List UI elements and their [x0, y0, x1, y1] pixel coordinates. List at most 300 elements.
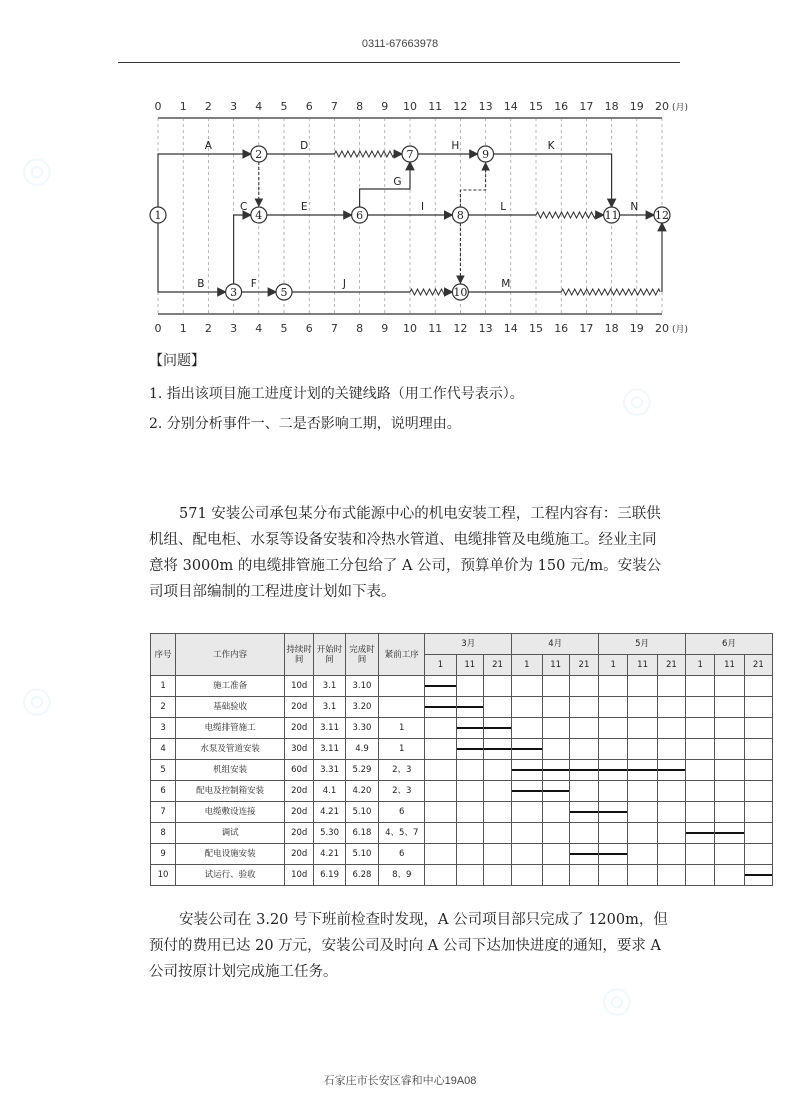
axis-tick-label: 9 — [381, 322, 389, 335]
gantt-cell — [744, 739, 772, 760]
gantt-cell — [744, 865, 772, 886]
activity-label: N — [630, 201, 639, 213]
cell-pred: 8、9 — [379, 865, 425, 886]
cell-duration: 10d — [285, 676, 314, 697]
gantt-cell — [569, 865, 598, 886]
gantt-bar — [457, 748, 483, 750]
axis-tick-label: 13 — [478, 100, 493, 113]
gantt-cell — [599, 676, 628, 697]
activity-label: H — [451, 140, 460, 152]
footer-address: 石家庄市长安区睿和中心19A08 — [323, 1075, 477, 1087]
network-node-label: 7 — [406, 148, 414, 161]
watermark: ◎ — [11, 674, 61, 727]
gantt-bar — [570, 811, 598, 813]
axis-tick-label: 15 — [529, 100, 543, 113]
gantt-cell — [569, 823, 598, 844]
gantt-cell — [686, 718, 715, 739]
gantt-cell — [628, 781, 657, 802]
gantt-cell — [425, 781, 456, 802]
gantt-cell — [512, 802, 542, 823]
axis-tick-label: 19 — [629, 100, 644, 113]
gantt-cell — [512, 739, 542, 760]
cell-no: 6 — [151, 781, 176, 802]
gantt-bar — [599, 853, 627, 855]
cell-duration: 20d — [285, 718, 314, 739]
gantt-cell — [483, 865, 511, 886]
axis-tick-label: 9 — [381, 100, 389, 113]
gantt-cell — [599, 760, 628, 781]
gantt-bar — [599, 769, 627, 771]
cell-start: 4.21 — [314, 802, 345, 823]
activity-label: F — [250, 278, 257, 290]
cell-duration: 10d — [285, 865, 314, 886]
axis-tick-label: 4 — [255, 100, 263, 113]
gantt-cell — [657, 823, 685, 844]
gantt-cell — [657, 802, 685, 823]
gantt-cell — [715, 844, 744, 865]
gantt-cell — [542, 844, 569, 865]
gantt-bar — [512, 748, 541, 750]
gantt-bar — [628, 769, 656, 771]
gantt-cell — [628, 676, 657, 697]
network-node-label: 8 — [456, 209, 464, 222]
gantt-bar — [570, 769, 598, 771]
gantt-cell — [686, 802, 715, 823]
gantt-cell — [569, 802, 598, 823]
cell-finish: 3.30 — [345, 718, 379, 739]
gantt-cell — [599, 802, 628, 823]
header-day: 1 — [425, 655, 456, 676]
axis-tick-label: 18 — [604, 100, 619, 113]
gantt-cell — [744, 802, 772, 823]
activity-label: E — [300, 201, 308, 213]
gantt-bar — [599, 811, 627, 813]
network-node-label: 9 — [482, 148, 490, 161]
header-day: 11 — [715, 655, 744, 676]
dummy-activity — [460, 163, 485, 207]
gantt-cell — [686, 781, 715, 802]
gantt-cell — [657, 865, 685, 886]
gantt-cell — [425, 718, 456, 739]
header-day: 1 — [599, 655, 628, 676]
gantt-bar — [658, 769, 685, 771]
gantt-cell — [744, 760, 772, 781]
header-pred: 紧前工序 — [379, 634, 425, 676]
cell-no: 5 — [151, 760, 176, 781]
cell-work: 调试 — [176, 823, 285, 844]
axis-tick-label: 14 — [503, 100, 518, 113]
gantt-cell — [542, 697, 569, 718]
cell-pred: 2、3 — [379, 760, 425, 781]
free-float-line — [410, 289, 446, 295]
axis-tick-label: 20 — [655, 100, 669, 113]
network-node-label: 11 — [604, 209, 619, 222]
cell-finish: 6.28 — [345, 865, 379, 886]
axis-tick-label: 1 — [179, 322, 187, 335]
header-day: 21 — [744, 655, 772, 676]
axis-tick-label: 1 — [179, 100, 187, 113]
header-day: 11 — [542, 655, 569, 676]
gantt-cell — [628, 739, 657, 760]
gantt-cell — [744, 781, 772, 802]
gantt-cell — [483, 739, 511, 760]
gantt-cell — [483, 697, 511, 718]
header-month: 4月 — [512, 634, 599, 655]
gantt-cell — [425, 802, 456, 823]
gantt-cell — [456, 739, 483, 760]
network-node-label: 6 — [356, 209, 364, 222]
gantt-cell — [744, 844, 772, 865]
gantt-bar — [457, 727, 483, 729]
gantt-cell — [425, 739, 456, 760]
gantt-bar — [425, 685, 455, 687]
gantt-cell — [569, 844, 598, 865]
gantt-cell — [456, 718, 483, 739]
cell-duration: 20d — [285, 802, 314, 823]
schedule-body — [151, 676, 773, 886]
axis-tick-label: 0 — [154, 100, 162, 113]
cell-duration: 20d — [285, 823, 314, 844]
gantt-cell — [512, 781, 542, 802]
cell-start: 3.1 — [314, 676, 345, 697]
gantt-cell — [686, 823, 715, 844]
activity-label: D — [300, 140, 309, 152]
axis-tick-label: 16 — [554, 100, 569, 113]
gantt-cell — [686, 676, 715, 697]
axis-tick-label: 19 — [629, 322, 644, 335]
axis-unit-label: (月) — [671, 325, 689, 335]
axis-tick-label: 3 — [230, 100, 238, 113]
gantt-cell — [715, 676, 744, 697]
cell-no: 7 — [151, 802, 176, 823]
cell-pred: 1 — [379, 718, 425, 739]
gantt-cell — [657, 844, 685, 865]
activity-label: L — [500, 201, 507, 213]
cell-work: 试运行、验收 — [176, 865, 285, 886]
header-day: 21 — [569, 655, 598, 676]
cell-no: 1 — [151, 676, 176, 697]
axis-tick-label: 8 — [356, 322, 364, 335]
free-float-line — [561, 289, 660, 295]
network-node-label: 4 — [255, 209, 263, 222]
gantt-bar — [543, 790, 569, 792]
gantt-cell — [483, 718, 511, 739]
cell-pred: 2、3 — [379, 781, 425, 802]
gantt-cell — [483, 760, 511, 781]
axis-tick-label: 11 — [428, 100, 443, 113]
activity-label: M — [501, 278, 511, 290]
gantt-cell — [686, 844, 715, 865]
activity-line — [158, 223, 226, 292]
gantt-cell — [599, 781, 628, 802]
gantt-cell — [628, 823, 657, 844]
gantt-cell — [542, 823, 569, 844]
gantt-cell — [512, 844, 542, 865]
axis-tick-label: 2 — [204, 100, 212, 113]
axis-tick-label: 20 — [655, 322, 669, 335]
cell-finish: 6.18 — [345, 823, 379, 844]
gantt-cell — [599, 697, 628, 718]
axis-tick-label: 7 — [330, 322, 338, 335]
cell-start: 3.11 — [314, 739, 345, 760]
activity-label: A — [204, 140, 212, 152]
gantt-cell — [628, 865, 657, 886]
cell-work: 电缆排管施工 — [176, 718, 285, 739]
gantt-cell — [456, 823, 483, 844]
header-no: 序号 — [151, 634, 176, 676]
gantt-bar — [425, 706, 455, 708]
gantt-cell — [686, 760, 715, 781]
gantt-cell — [483, 676, 511, 697]
cell-no: 9 — [151, 844, 176, 865]
header-day: 1 — [686, 655, 715, 676]
cell-pred: 1 — [379, 739, 425, 760]
gantt-cell — [483, 781, 511, 802]
gantt-cell — [456, 697, 483, 718]
case-paragraph-1: 571 安装公司承包某分布式能源中心的机电安装工程，工程内容有：三联供机组、配电柜、水泵等设备安装和冷热水管道、电缆排管及电缆施工。经业主同意将 3000m 的电缆排管施工分包给了 A 公司，预算单价为 150 元/m。安装公司项目部编制的工程进度计划如下表。 — [149, 506, 662, 600]
cell-no: 8 — [151, 823, 176, 844]
gantt-cell — [512, 676, 542, 697]
header-day: 11 — [456, 655, 483, 676]
cell-duration: 20d — [285, 781, 314, 802]
gantt-cell — [657, 718, 685, 739]
case-paragraph-2: 安装公司在 3.20 号下班前检查时发现，A 公司项目部只完成了 1200m，但预付的费用已达 20 万元，安装公司及时向 A 公司下达加快进度的通知，要求 A 公司按原计划完成施工任务。 — [149, 912, 668, 980]
cell-finish: 5.10 — [345, 844, 379, 865]
activity-label: G — [393, 176, 402, 188]
free-float-line — [334, 151, 394, 157]
cell-finish: 3.20 — [345, 697, 379, 718]
gantt-bar — [543, 769, 569, 771]
gantt-cell — [456, 760, 483, 781]
gantt-bar — [512, 790, 541, 792]
axis-tick-label: 10 — [403, 100, 417, 113]
cell-finish: 4.9 — [345, 739, 379, 760]
cell-no: 3 — [151, 718, 176, 739]
gantt-cell — [599, 844, 628, 865]
gantt-cell — [425, 676, 456, 697]
schedule-row — [151, 697, 773, 718]
cell-pred — [379, 676, 425, 697]
gantt-cell — [512, 760, 542, 781]
free-float-line — [536, 212, 596, 218]
header-day: 11 — [628, 655, 657, 676]
header-rule — [118, 62, 680, 63]
axis-tick-label: 12 — [453, 322, 468, 335]
axis-bottom — [155, 314, 689, 335]
network-node-label: 10 — [453, 286, 468, 299]
header-month: 6月 — [686, 634, 773, 655]
cell-no: 2 — [151, 697, 176, 718]
header-month: 5月 — [599, 634, 686, 655]
axis-tick-label: 7 — [330, 100, 338, 113]
watermark: ◎ — [611, 374, 661, 427]
gantt-cell — [456, 802, 483, 823]
gantt-cell — [657, 760, 685, 781]
question-1: 1. 指出该项目施工进度计划的关键线路（用工作代号表示）。 — [149, 386, 524, 402]
cell-start: 3.1 — [314, 697, 345, 718]
activity-label: B — [197, 278, 205, 290]
gantt-cell — [456, 865, 483, 886]
gantt-bar — [457, 706, 483, 708]
gantt-cell — [542, 781, 569, 802]
questions-title: 【问题】 — [149, 353, 205, 369]
cell-work: 配电及控制箱安装 — [176, 781, 285, 802]
activity-line — [158, 154, 251, 207]
network-diagram — [140, 92, 700, 342]
gantt-cell — [715, 739, 744, 760]
gantt-cell — [542, 718, 569, 739]
cell-work: 机组安装 — [176, 760, 285, 781]
schedule-row — [151, 865, 773, 886]
cell-work: 电缆敷设连接 — [176, 802, 285, 823]
gantt-cell — [456, 781, 483, 802]
gantt-cell — [512, 823, 542, 844]
gantt-cell — [425, 823, 456, 844]
axis-top — [155, 100, 689, 118]
activity-label: C — [240, 201, 248, 213]
gantt-bar — [686, 832, 714, 834]
schedule-row — [151, 676, 773, 697]
gantt-bar — [512, 769, 541, 771]
activity-line — [494, 154, 612, 207]
header-duration: 持续时间 — [285, 634, 314, 676]
gantt-cell — [512, 865, 542, 886]
gantt-cell — [686, 697, 715, 718]
axis-tick-label: 0 — [154, 322, 162, 335]
header-month: 3月 — [425, 634, 512, 655]
gantt-cell — [657, 676, 685, 697]
cell-work: 水泵及管道安装 — [176, 739, 285, 760]
cell-start: 4.1 — [314, 781, 345, 802]
gantt-cell — [628, 697, 657, 718]
header-day: 21 — [483, 655, 511, 676]
schedule-row — [151, 823, 773, 844]
cell-pred — [379, 697, 425, 718]
axis-tick-label: 18 — [604, 322, 619, 335]
gantt-cell — [599, 823, 628, 844]
cell-duration: 30d — [285, 739, 314, 760]
watermark: ◎ — [591, 974, 641, 1027]
gantt-cell — [512, 697, 542, 718]
cell-duration: 20d — [285, 697, 314, 718]
gantt-cell — [744, 823, 772, 844]
gantt-cell — [425, 697, 456, 718]
gantt-cell — [483, 823, 511, 844]
axis-tick-label: 2 — [204, 322, 212, 335]
axis-tick-label: 15 — [529, 322, 543, 335]
gantt-cell — [569, 676, 598, 697]
network-node-label: 5 — [280, 286, 288, 299]
header-start: 开始时间 — [314, 634, 345, 676]
cell-pred: 4、5、7 — [379, 823, 425, 844]
schedule-header-row — [151, 634, 773, 655]
gantt-cell — [512, 718, 542, 739]
gantt-bar — [715, 832, 743, 834]
cell-no: 4 — [151, 739, 176, 760]
cell-pred: 6 — [379, 802, 425, 823]
axis-tick-label: 4 — [255, 322, 263, 335]
cell-start: 4.21 — [314, 844, 345, 865]
schedule-row — [151, 739, 773, 760]
gantt-cell — [425, 865, 456, 886]
gantt-cell — [628, 760, 657, 781]
gantt-cell — [456, 676, 483, 697]
schedule-row — [151, 760, 773, 781]
axis-tick-label: 11 — [428, 322, 443, 335]
gantt-cell — [542, 739, 569, 760]
gantt-bar — [484, 727, 511, 729]
header-finish: 完成时间 — [345, 634, 379, 676]
gantt-cell — [425, 760, 456, 781]
axis-tick-label: 12 — [453, 100, 468, 113]
header-day: 1 — [512, 655, 542, 676]
gantt-cell — [569, 760, 598, 781]
cell-pred: 6 — [379, 844, 425, 865]
gantt-cell — [686, 739, 715, 760]
activity-line — [234, 215, 251, 284]
gantt-cell — [628, 718, 657, 739]
gantt-bar — [484, 748, 511, 750]
cell-finish: 4.20 — [345, 781, 379, 802]
cell-start: 3.31 — [314, 760, 345, 781]
gantt-cell — [569, 781, 598, 802]
gantt-cell — [715, 781, 744, 802]
network-node-label: 3 — [230, 286, 238, 299]
gantt-cell — [657, 739, 685, 760]
axis-tick-label: 5 — [280, 100, 288, 113]
gantt-cell — [628, 802, 657, 823]
schedule-row — [151, 802, 773, 823]
axis-tick-label: 6 — [305, 322, 313, 335]
activity-label: I — [421, 201, 425, 213]
gantt-cell — [599, 718, 628, 739]
gantt-cell — [715, 802, 744, 823]
axis-tick-label: 14 — [503, 322, 518, 335]
gantt-cell — [715, 718, 744, 739]
gantt-cell — [569, 718, 598, 739]
gantt-bar — [570, 853, 598, 855]
gantt-cell — [657, 697, 685, 718]
schedule-row — [151, 844, 773, 865]
gantt-cell — [715, 823, 744, 844]
network-node-label: 2 — [255, 148, 263, 161]
network-node-label: 12 — [655, 209, 669, 222]
gantt-cell — [456, 844, 483, 865]
gantt-cell — [715, 865, 744, 886]
cell-start: 5.30 — [314, 823, 345, 844]
gantt-cell — [715, 697, 744, 718]
schedule-table — [150, 633, 773, 886]
gantt-cell — [599, 865, 628, 886]
gantt-bar — [745, 874, 772, 876]
gantt-cell — [744, 697, 772, 718]
axis-tick-label: 8 — [356, 100, 364, 113]
network-node-label: 1 — [154, 209, 162, 222]
gantt-cell — [569, 739, 598, 760]
header-phone: 0311-67663978 — [361, 38, 439, 50]
question-2: 2. 分别分析事件一、二是否影响工期，说明理由。 — [149, 416, 461, 432]
schedule-row — [151, 718, 773, 739]
axis-tick-label: 10 — [403, 322, 417, 335]
cell-finish: 5.10 — [345, 802, 379, 823]
gantt-cell — [599, 739, 628, 760]
gantt-cell — [483, 802, 511, 823]
gantt-cell — [744, 676, 772, 697]
gantt-cell — [425, 844, 456, 865]
schedule-row — [151, 781, 773, 802]
gantt-cell — [542, 676, 569, 697]
activity-label: K — [547, 140, 555, 152]
